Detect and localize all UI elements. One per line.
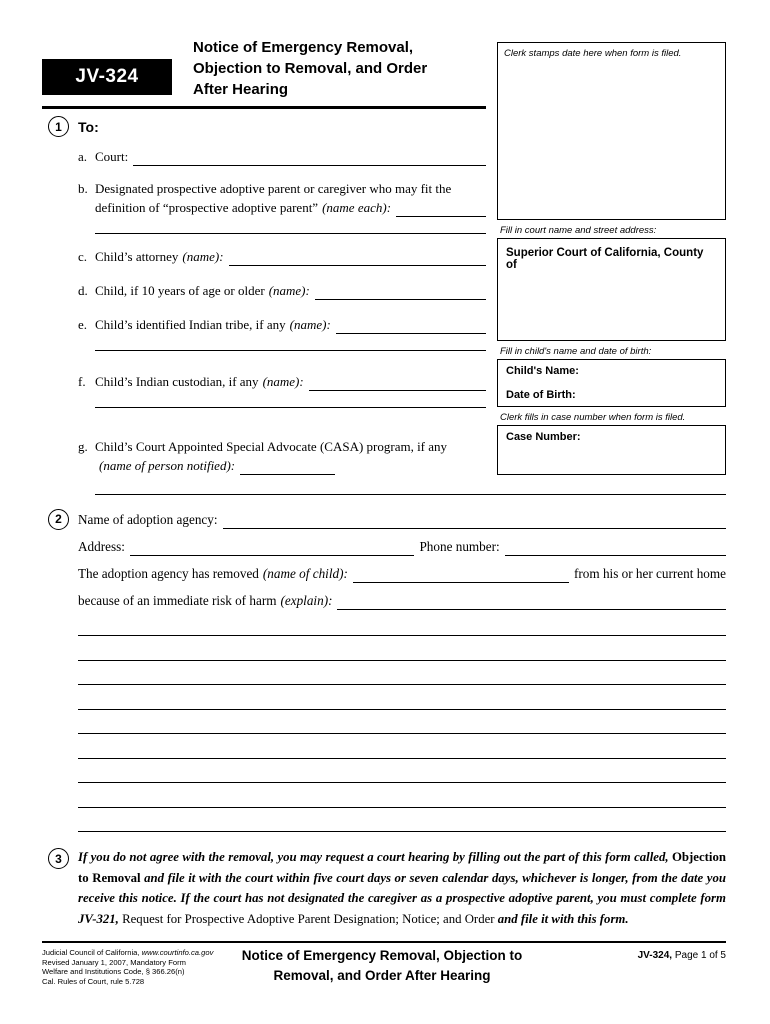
item-d — [42, 282, 486, 300]
phone-label: Phone number: — [419, 539, 500, 554]
item-f — [42, 373, 486, 391]
writing-line-5[interactable] — [78, 710, 726, 735]
item-e-letter: e. — [78, 317, 88, 332]
item-c-letter: c. — [78, 249, 88, 264]
removed-child-input-line[interactable] — [353, 569, 569, 583]
indian-custodian-label: Child’s Indian custodian, if any — [95, 374, 259, 389]
writing-line-3[interactable] — [78, 661, 726, 686]
address-row — [42, 538, 726, 556]
footer-revised-line: Revised January 1, 2007, Mandatory Form — [42, 957, 186, 967]
court-name-caption: Fill in court name and street address: — [500, 225, 657, 236]
prospective-parent-continuation-line[interactable] — [95, 217, 486, 234]
writing-line-7[interactable] — [78, 759, 726, 784]
footer-court-url[interactable]: www.courtinfo.ca.gov — [141, 948, 214, 957]
explain-label: (explain): — [280, 593, 333, 608]
section-2 — [42, 509, 726, 832]
agency-label: Name of adoption agency: — [78, 512, 218, 527]
item-c — [42, 248, 486, 266]
form-title — [193, 37, 493, 100]
prospective-parent-text2: definition of “prospective adoptive parent” — [95, 200, 319, 215]
footer-divider — [42, 941, 726, 943]
footer-title-line2: Removal, and Order After Hearing — [273, 968, 491, 983]
tribe-name-label: (name): — [289, 317, 331, 332]
indian-tribe-input-line[interactable] — [336, 320, 486, 334]
date-of-birth-label: Date of Birth: — [506, 389, 576, 401]
item-e — [42, 316, 486, 334]
attorney-name-label: (name): — [182, 249, 224, 264]
form-number-box — [42, 59, 172, 95]
form-body — [42, 113, 726, 929]
court-input-line[interactable] — [133, 152, 486, 166]
form-title-line3: After Hearing — [193, 81, 289, 98]
footer-title-line1: Notice of Emergency Removal, Objection to — [241, 948, 523, 963]
child-name-italic-label: (name): — [268, 283, 310, 298]
indian-tribe-label: Child’s identified Indian tribe, if any — [95, 317, 286, 332]
address-label: Address: — [78, 539, 125, 554]
case-number-label: Case Number: — [506, 431, 581, 443]
item-g-line1 — [42, 438, 486, 456]
attorney-input-line[interactable] — [229, 252, 486, 266]
item-a — [42, 148, 486, 166]
child-name-input-line[interactable] — [315, 286, 486, 300]
section-1 — [42, 116, 486, 475]
child-info-caption: Fill in child's name and date of birth: — [500, 346, 652, 357]
indian-custodian-continuation-line[interactable] — [95, 391, 486, 408]
removed-row — [42, 565, 726, 583]
indian-tribe-continuation-line[interactable] — [95, 334, 486, 351]
objection-to-removal-text: Objection to Removal — [78, 850, 726, 885]
objection-notice-paragraph — [78, 847, 726, 929]
writing-line-8[interactable] — [78, 783, 726, 808]
form-title-line1: Notice of Emergency Removal, — [193, 39, 414, 56]
name-each-label: (name each): — [322, 200, 392, 215]
notice-text-3: and file it with this form. — [497, 911, 629, 926]
footer-rule-line: Cal. Rules of Court, rule 5.728 — [42, 976, 145, 986]
writing-line-9[interactable] — [78, 808, 726, 833]
section-1-heading: To: — [78, 118, 99, 135]
section-2-number: 2 — [48, 509, 69, 530]
name-of-child-label: (name of child): — [262, 566, 348, 581]
removed-after-text: from his or her current home — [574, 566, 726, 581]
child-ten-label: Child, if 10 years of age or older — [95, 283, 265, 298]
casa-input-line[interactable] — [240, 461, 335, 475]
custodian-name-label: (name): — [262, 374, 304, 389]
footer-page-number: Page 1 of 5 — [674, 950, 726, 961]
title-divider — [42, 106, 486, 109]
jv321-form-title-text: Request for Prospective Adoptive Parent Designation; Notice; and Order — [122, 911, 495, 926]
form-title-line2: Objection to Removal, and Order — [193, 60, 428, 77]
section-1-number: 1 — [48, 116, 69, 137]
section-3 — [42, 847, 726, 929]
prospective-parent-text: Designated prospective adoptive parent or caregiver who may fit the — [95, 181, 452, 196]
item-g-letter: g. — [78, 439, 88, 454]
address-input-line[interactable] — [130, 542, 415, 556]
form-number: JV-324 — [75, 66, 139, 87]
footer-page-indicator — [638, 950, 726, 961]
notice-text-1: If you do not agree with the removal, you may request a court hearing by filling out the part of this form called, — [78, 850, 669, 864]
footer-council-text: Judicial Council of California, — [42, 948, 142, 957]
casa-program-label: Child’s Court Appointed Special Advocate (CASA) program, if any — [95, 439, 448, 454]
because-text: because of an immediate risk of harm — [78, 593, 277, 608]
phone-input-line[interactable] — [505, 542, 726, 556]
item-b-line1 — [42, 180, 486, 198]
explain-input-line[interactable] — [337, 596, 726, 610]
footer-form-number: JV-324, — [637, 950, 673, 961]
item-g-line2 — [42, 456, 486, 475]
item-b-line2 — [42, 198, 486, 217]
item-d-letter: d. — [78, 283, 88, 298]
item-b-letter: b. — [78, 181, 88, 196]
casa-continuation-line[interactable] — [95, 475, 726, 495]
writing-line-1[interactable] — [78, 610, 726, 636]
court-label: Court: — [95, 149, 129, 164]
court-name-text: Superior Court of California, County of — [506, 247, 704, 271]
prospective-parent-input-line[interactable] — [396, 203, 486, 217]
agency-name-input-line[interactable] — [223, 515, 726, 529]
writing-line-2[interactable] — [78, 636, 726, 661]
child-name-label: Child's Name: — [506, 365, 579, 377]
section-3-number: 3 — [48, 848, 69, 869]
footer-code-line: Welfare and Institutions Code, § 366.26(n) — [42, 967, 185, 977]
writing-line-6[interactable] — [78, 734, 726, 759]
notice-text-2: and file it with the court within five court days or seven calendar days, whichever is longer, from the date you receive this notice. If the court has not designated the caregiver as a prospective adoptive parent, you must complete form JV-321, — [78, 870, 726, 926]
removed-text: The adoption agency has removed — [78, 566, 259, 581]
clerk-stamp-note: Clerk stamps date here when form is filed. — [504, 48, 682, 59]
case-number-caption: Clerk fills in case number when form is filed. — [500, 412, 686, 423]
footer-form-title — [202, 946, 562, 986]
because-row — [42, 592, 726, 610]
person-notified-label: (name of person notified): — [99, 458, 236, 473]
item-f-letter: f. — [78, 374, 86, 389]
attorney-label: Child’s attorney — [95, 249, 179, 264]
item-a-letter: a. — [78, 149, 88, 164]
writing-line-4[interactable] — [78, 685, 726, 710]
indian-custodian-input-line[interactable] — [309, 377, 486, 391]
